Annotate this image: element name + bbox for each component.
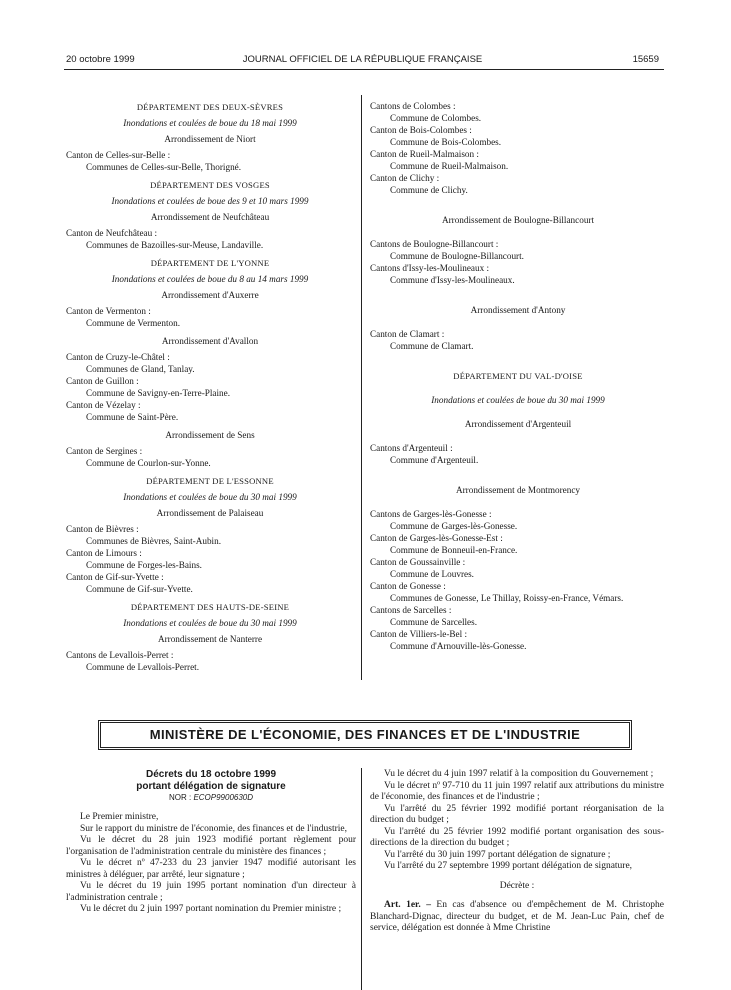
commune-line: Commune d'Argenteuil. bbox=[390, 455, 479, 465]
canton-line: Cantons de Garges-lès-Gonesse : bbox=[370, 509, 492, 519]
decree-paragraph: Vu l'arrêté du 27 septembre 1999 portant délégation de signature, bbox=[384, 861, 633, 871]
column-divider-top bbox=[361, 95, 362, 680]
commune-line: Communes de Celles-sur-Belle, Thorigné. bbox=[86, 162, 242, 172]
dept-heading: DÉPARTEMENT DE L'ESSONNE bbox=[146, 476, 274, 486]
canton-line: Cantons d'Issy-les-Moulineaux : bbox=[370, 263, 490, 273]
article-label: Art. 1er. – bbox=[384, 900, 431, 910]
canton-line: Canton de Vézelay : bbox=[66, 400, 141, 410]
canton-line: Canton de Clamart : bbox=[370, 329, 445, 339]
commune-line: Commune de Boulogne-Billancourt. bbox=[390, 251, 524, 261]
commune-line: Communes de Bazoilles-sur-Meuse, Landaville. bbox=[86, 240, 264, 250]
column-divider-bottom bbox=[361, 768, 362, 990]
commune-line: Communes de Gland, Tanlay. bbox=[86, 364, 195, 374]
decree-paragraph: Vu l'arrêté du 30 juin 1997 portant délégation de signature ; bbox=[384, 849, 611, 860]
dept-heading: DÉPARTEMENT DES DEUX-SÈVRES bbox=[136, 102, 284, 112]
canton-line: Cantons de Sarcelles : bbox=[370, 605, 452, 615]
page-header bbox=[66, 54, 659, 68]
canton-line: Canton de Goussainville : bbox=[370, 557, 466, 567]
arrondissement: Arrondissement d'Avallon bbox=[161, 336, 259, 346]
right-column bbox=[370, 100, 666, 652]
commune-line: Commune de Courlon-sur-Yonne. bbox=[86, 458, 211, 468]
canton-line: Canton de Celles-sur-Belle : bbox=[66, 150, 171, 160]
commune-line: Commune d'Issy-les-Moulineaux. bbox=[390, 275, 515, 285]
decree-paragraph: Vu le décret du 4 juin 1997 relatif à la composition du Gouvernement ; bbox=[384, 769, 654, 779]
nor-value: ECOP9900630D bbox=[193, 793, 254, 802]
commune-line: Commune de Vermenton. bbox=[86, 318, 180, 328]
decree-paragraph: Vu le décret du 19 juin 1995 portant nomination d'un directeur à l'administration centrale ; bbox=[66, 881, 356, 903]
nor-label: NOR : bbox=[168, 793, 192, 802]
commune-line: Commune de Clichy. bbox=[390, 185, 468, 195]
decree-paragraph: Vu le décret nº 97-710 du 11 juin 1997 relatif aux attributions du ministre de l'économie, des finances et de l'industrie ; bbox=[370, 780, 664, 802]
decree-paragraph: Le Premier ministre, bbox=[80, 812, 159, 822]
commune-line: Commune de Sarcelles. bbox=[390, 617, 478, 627]
decree-right-column bbox=[370, 769, 664, 935]
article-text: En cas d'absence ou d'empêchement de M. Christophe Blanchard-Dignac, directeur du budget, et de M. Jean-Luc Pain, chef de service, délégation est donnée à Mme Christine bbox=[370, 900, 664, 933]
canton-line: Canton de Villiers-le-Bel : bbox=[370, 629, 468, 639]
decree-paragraph: Vu le décret du 28 juin 1923 modifié portant règlement pour l'organisation de l'administration centrale du ministère des finances ; bbox=[66, 835, 356, 857]
canton-line: Canton de Rueil-Malmaison : bbox=[370, 149, 479, 159]
arrondissement: Arrondissement de Palaiseau bbox=[156, 508, 264, 518]
arrondissement: Arrondissement de Montmorency bbox=[455, 485, 580, 495]
dept-heading: DÉPARTEMENT DE L'YONNE bbox=[150, 258, 270, 268]
article-1 bbox=[370, 900, 664, 935]
commune-line: Communes de Gonesse, Le Thillay, Roissy-en-France, Vémars. bbox=[390, 593, 624, 603]
canton-line: Canton de Limours : bbox=[66, 548, 142, 558]
arrondissement: Arrondissement de Niort bbox=[164, 134, 256, 144]
decree-title: Décrets du 18 octobre 1999 bbox=[145, 769, 277, 780]
arrondissement: Arrondissement de Neufchâteau bbox=[150, 212, 270, 222]
left-column bbox=[66, 101, 354, 673]
canton-line: Canton de Gif-sur-Yvette : bbox=[66, 572, 164, 582]
dept-heading: DÉPARTEMENT DU VAL-D'OISE bbox=[453, 371, 583, 381]
commune-line: Commune de Savigny-en-Terre-Plaine. bbox=[86, 388, 231, 398]
decree-paragraph: Vu l'arrêté du 25 février 1992 modifié portant réorganisation de la direction du budget ; bbox=[370, 803, 664, 825]
arrondissement: Arrondissement de Sens bbox=[165, 430, 255, 440]
event-line: Inondations et coulées de boue du 30 mai 1999 bbox=[123, 618, 297, 628]
canton-line: Cantons d'Argenteuil : bbox=[370, 443, 453, 453]
arrondissement: Arrondissement d'Argenteuil bbox=[464, 419, 572, 429]
commune-line: Commune de Levallois-Perret. bbox=[86, 662, 200, 672]
commune-line: Commune de Forges-les-Bains. bbox=[86, 560, 202, 570]
arrondissement: Arrondissement de Boulogne-Billancourt bbox=[441, 215, 595, 225]
commune-line: Commune de Gif-sur-Yvette. bbox=[86, 584, 193, 594]
header-date: 20 octobre 1999 bbox=[66, 54, 135, 65]
canton-line: Canton de Garges-lès-Gonesse-Est : bbox=[370, 533, 503, 543]
canton-line: Cantons de Colombes : bbox=[370, 101, 456, 111]
header-journal-title: JOURNAL OFFICIEL DE LA RÉPUBLIQUE FRANÇAISE bbox=[242, 54, 483, 65]
decree-left-column bbox=[66, 769, 356, 916]
canton-line: Canton de Neufchâteau : bbox=[66, 228, 158, 238]
event-line: Inondations et coulées de boue des 9 et 10 mars 1999 bbox=[111, 196, 309, 206]
decree-paragraph: Sur le rapport du ministre de l'économie, des finances et de l'industrie, bbox=[80, 823, 347, 834]
canton-line: Canton de Clichy : bbox=[370, 173, 440, 183]
decree-paragraph: Vu l'arrêté du 25 février 1992 modifié portant organisation des sous-directions de la direction du budget ; bbox=[370, 826, 664, 848]
dept-heading: DÉPARTEMENT DES VOSGES bbox=[150, 180, 270, 190]
nor-reference bbox=[66, 792, 356, 804]
commune-line: Commune d'Arnouville-lès-Gonesse. bbox=[390, 641, 527, 651]
arrondissement: Arrondissement d'Antony bbox=[470, 305, 566, 315]
canton-line: Canton de Guillon : bbox=[66, 376, 139, 386]
commune-line: Communes de Bièvres, Saint-Aubin. bbox=[86, 536, 221, 546]
commune-line: Commune de Louvres. bbox=[390, 569, 474, 579]
commune-line: Commune de Saint-Père. bbox=[86, 412, 179, 422]
canton-line: Canton de Vermenton : bbox=[66, 306, 151, 316]
event-line: Inondations et coulées de boue du 30 mai 1999 bbox=[431, 395, 605, 405]
commune-line: Commune de Rueil-Malmaison. bbox=[390, 161, 509, 171]
commune-line: Commune de Colombes. bbox=[390, 113, 482, 123]
commune-line: Commune de Bois-Colombes. bbox=[390, 137, 502, 147]
decrete-line: Décrète : bbox=[499, 880, 535, 891]
arrondissement: Arrondissement d'Auxerre bbox=[161, 290, 259, 300]
commune-line: Commune de Bonneuil-en-France. bbox=[390, 545, 518, 555]
event-line: Inondations et coulées de boue du 8 au 14 mars 1999 bbox=[111, 274, 309, 284]
commune-line: Commune de Clamart. bbox=[390, 341, 474, 351]
header-rule bbox=[64, 69, 664, 70]
canton-line: Canton de Gonesse : bbox=[370, 581, 446, 591]
event-line: Inondations et coulées de boue du 30 mai 1999 bbox=[123, 492, 297, 502]
ministry-banner: MINISTÈRE DE L'ÉCONOMIE, DES FINANCES ET DE L'INDUSTRIE bbox=[98, 720, 632, 750]
decree-paragraph: Vu le décret du 2 juin 1997 portant nomination du Premier ministre ; bbox=[80, 904, 342, 914]
canton-line: Canton de Bièvres : bbox=[66, 524, 139, 534]
canton-line: Canton de Bois-Colombes : bbox=[370, 125, 472, 135]
header-page-number: 15659 bbox=[632, 54, 659, 65]
canton-line: Cantons de Levallois-Perret : bbox=[66, 650, 174, 660]
arrondissement: Arrondissement de Nanterre bbox=[157, 634, 263, 644]
decree-paragraph: Vu le décret nº 47-233 du 23 janvier 1947 modifié autorisant les ministres à déléguer, par arrêté, leur signature ; bbox=[66, 858, 356, 880]
dept-heading: DÉPARTEMENT DES HAUTS-DE-SEINE bbox=[130, 602, 290, 612]
canton-line: Canton de Sergines : bbox=[66, 446, 143, 456]
canton-line: Canton de Cruzy-le-Châtel : bbox=[66, 352, 170, 362]
commune-line: Commune de Garges-lès-Gonesse. bbox=[390, 521, 518, 531]
event-line: Inondations et coulées de boue du 18 mai 1999 bbox=[123, 118, 297, 128]
decree-subtitle: portant délégation de signature bbox=[136, 780, 286, 792]
canton-line: Cantons de Boulogne-Billancourt : bbox=[370, 239, 499, 249]
